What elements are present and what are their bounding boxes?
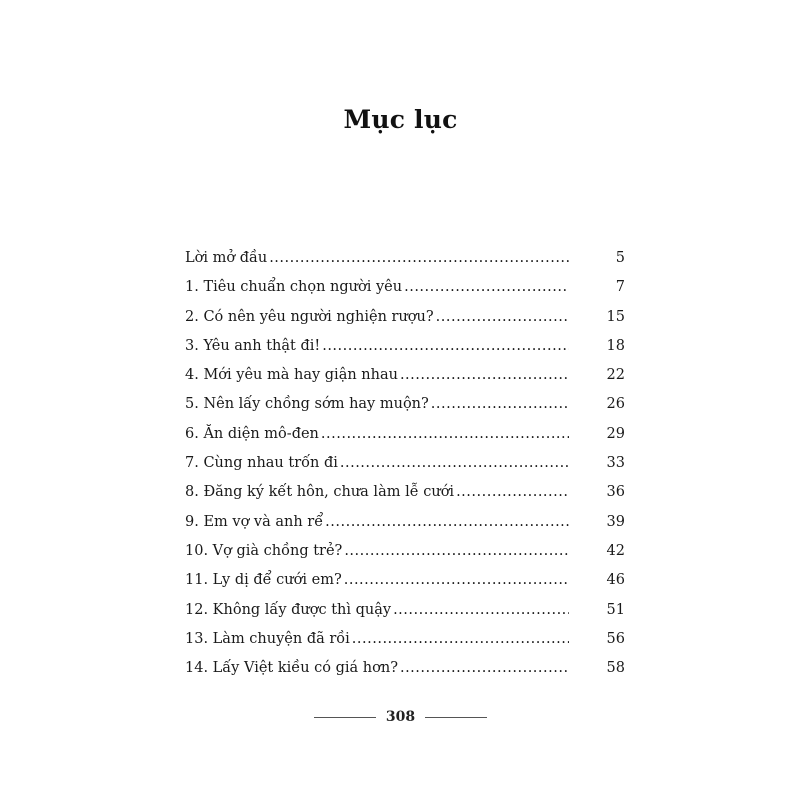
toc-entry-title: 1. Tiêu chuẩn chọn người yêu [185,279,403,296]
toc-entry-title: 4. Mới yêu mà hay giận nhau [185,367,398,384]
toc-dot-leader [436,303,569,332]
toc-entry-page: 36 [606,484,625,501]
page-footer [0,709,801,725]
toc-dot-leader [325,508,569,537]
toc-entry [185,654,625,683]
toc-entry-page: 22 [606,367,625,384]
toc-entry [185,566,625,595]
toc-entry-title: 3. Yêu anh thật đi! [185,337,321,354]
page-number: 308 [385,709,416,725]
toc-entry-title: 10. Vợ già chồng trẻ? [185,542,343,559]
toc-entry [185,420,625,449]
table-of-contents [185,244,625,683]
toc-entry [185,449,625,478]
toc-dot-leader [352,625,569,654]
toc-dot-leader [400,654,569,683]
toc-entry [185,478,625,507]
toc-entry [185,508,625,537]
toc-dot-leader [340,449,569,478]
toc-entry-page: 18 [606,337,625,354]
toc-entry [185,361,625,390]
toc-dot-leader [404,273,569,302]
toc-dot-leader [393,596,569,625]
toc-entry [185,625,625,654]
toc-dot-leader [269,244,569,273]
toc-dot-leader [322,332,569,361]
toc-entry-page: 46 [606,572,625,589]
toc-entry-title: 9. Em vợ và anh rể [185,513,324,530]
toc-entry-title: 2. Có nên yêu người nghiện rượu? [185,308,434,325]
page-title: Mục lục [343,105,458,134]
toc-entry-page: 42 [606,542,625,559]
toc-entry-page: 58 [606,660,625,677]
toc-entry-title: Lời mở đầu [185,250,268,266]
toc-entry [185,332,625,361]
toc-dot-leader [400,361,569,390]
toc-entry-title: 14. Lấy Việt kiều có giá hơn? [185,660,398,677]
toc-entry [185,273,625,302]
toc-dot-leader [344,537,569,566]
toc-entry-title: 13. Làm chuyện đã rồi [185,630,350,647]
toc-entry-title: 11. Ly dị để cưới em? [185,572,342,589]
toc-entry-page: 51 [606,601,625,618]
toc-dot-leader [321,420,569,449]
toc-dot-leader [431,390,569,419]
toc-entry-page: 7 [615,279,625,296]
toc-dot-leader [344,566,569,595]
toc-entry [185,244,625,273]
toc-entry-page: 29 [606,425,625,442]
toc-entry [185,596,625,625]
toc-entry-title: 7. Cùng nhau trốn đi [185,455,338,472]
toc-entry-page: 26 [606,396,625,413]
footer-rule-left [314,717,376,718]
toc-entry-page: 5 [615,250,625,266]
toc-entry-title: 12. Không lấy được thì quậy [185,601,392,618]
toc-entry-title: 8. Đăng ký kết hôn, chưa làm lễ cưới [185,484,455,501]
toc-entry [185,537,625,566]
toc-entry-page: 15 [606,308,625,325]
toc-entry-title: 6. Ăn diện mô-đen [185,425,319,442]
toc-entry-page: 33 [606,455,625,472]
toc-entry-page: 56 [606,630,625,647]
footer-rule-right [425,717,487,718]
toc-dot-leader [456,478,569,507]
toc-entry [185,390,625,419]
toc-entry-title: 5. Nên lấy chồng sớm hay muộn? [185,396,429,413]
toc-entry-page: 39 [606,513,625,530]
toc-entry [185,303,625,332]
